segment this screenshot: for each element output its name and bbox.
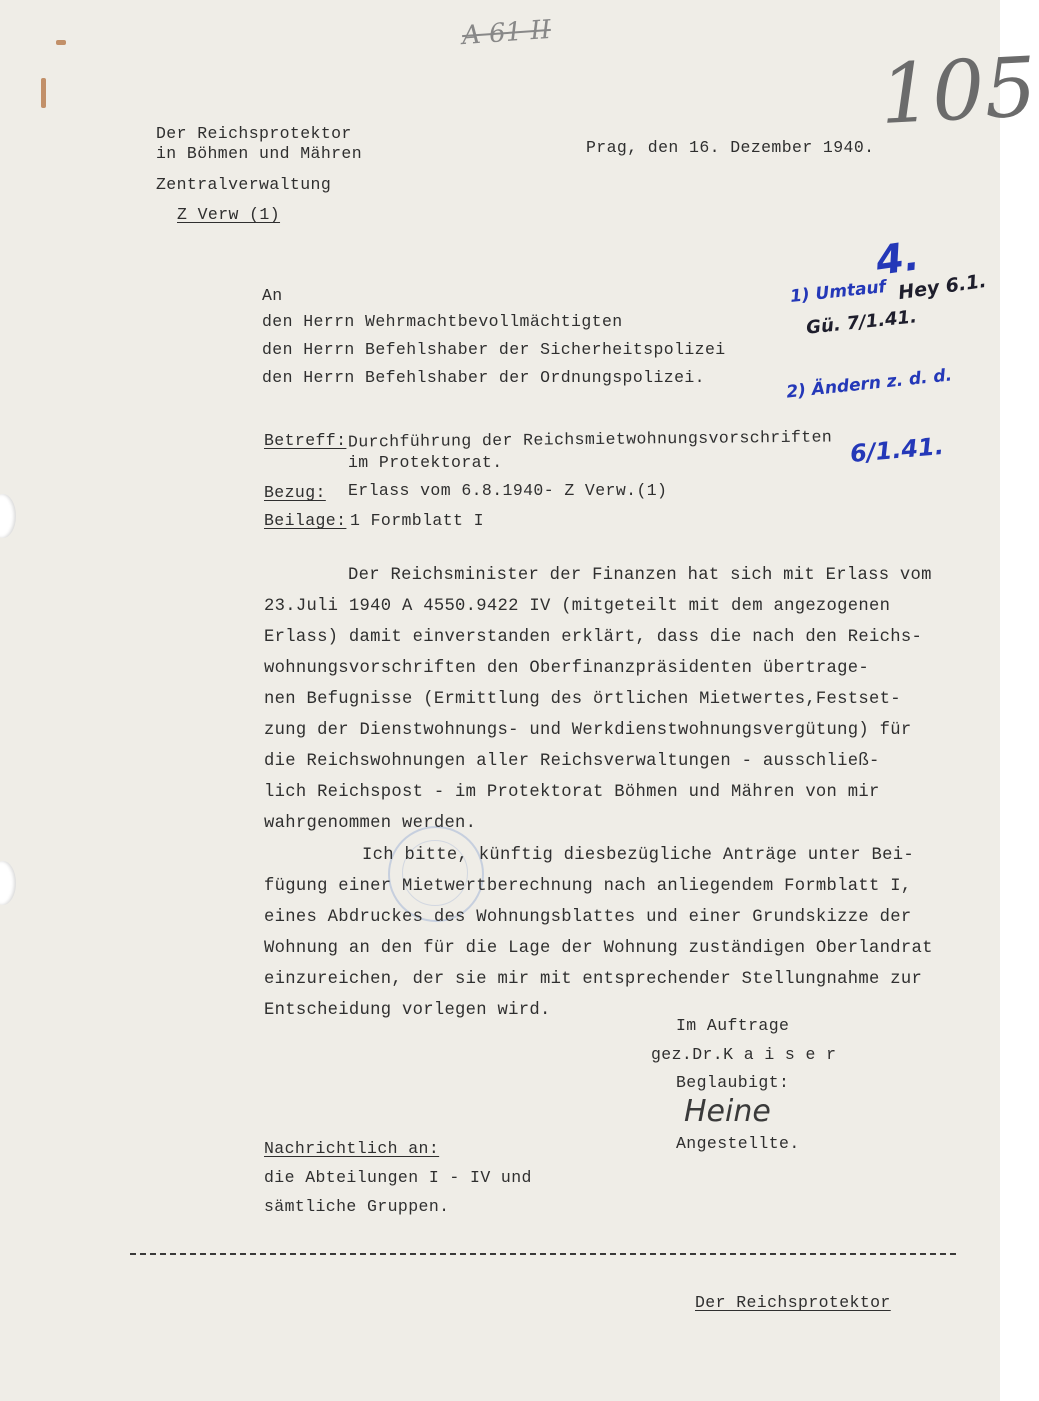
body-line: Der Reichsminister der Finanzen hat sich mit Erlass vom [348,566,932,585]
body-line: 23.Juli 1940 A 4550.9422 IV (mitgeteilt mit dem angezogenen [264,597,891,616]
body-line: wohnungsvorschriften den Oberfinanzpräsidenten übertrage- [264,659,870,678]
recipient-line: den Herrn Befehlshaber der Sicherheitspolizei [262,340,726,359]
body-line: einzureichen, der sie mir mit entsprechender Stellungnahme zur [264,970,923,989]
footer-title: Der Reichsprotektor [695,1293,891,1312]
body-line: Erlass) damit einverstanden erklärt, dass die nach den Reichs- [264,628,923,647]
body-line: Wohnung an den für die Lage der Wohnung zuständigen Oberlandrat [264,939,933,958]
signature-name: gez.Dr.K a i s e r [651,1045,837,1064]
body-line: wahrgenommen werden. [264,814,477,833]
letterhead-department: Zentralverwaltung [156,175,332,194]
archive-pencil-mark: A 61 II [461,14,552,52]
cc-label: Nachrichtlich an: [264,1139,440,1158]
body-line: lich Reichspost - im Protektorat Böhmen und Mähren von mir [264,783,880,802]
folio-number: 105 [877,39,1039,144]
body-line: Ich bitte, künftig diesbezügliche Anträge unter Bei- [362,846,914,865]
date-line: Prag, den 16. Dezember 1940. [586,138,875,157]
letterhead-line1: Der Reichsprotektor [156,124,352,143]
letterhead-reference: Z Verw (1) [177,205,281,224]
rust-stain-small [56,40,66,45]
body-line: Entscheidung vorlegen wird. [264,1001,551,1020]
recipient-line: den Herrn Befehlshaber der Ordnungspolizei. [262,368,705,387]
reference-label: Bezug: [264,483,326,502]
signature-certified: Beglaubigt: [676,1073,790,1092]
signature-on-behalf: Im Auftrage [676,1016,790,1035]
body-line: nen Befugnisse (Ermittlung des örtlichen Mietwertes,Festset- [264,690,901,709]
reference-text: Erlass vom 6.8.1940- Z Verw.(1) [348,481,668,500]
cc-line: sämtliche Gruppen. [264,1197,450,1216]
body-line: fügung einer Mietwertberechnung nach anliegendem Formblatt I, [264,877,912,896]
blue-ink-initial: 4. [873,233,923,285]
handwritten-signature: Heine [684,1094,771,1129]
recipient-line: den Herrn Wehrmachtbevollmächtigten [262,312,623,331]
separator-line [130,1253,956,1255]
letterhead-line2: in Böhmen und Mähren [156,144,363,163]
subject-line2: im Protektorat. [348,453,503,472]
body-line: zung der Dienstwohnungs- und Werkdienstwohnungsvergütung) für [264,721,912,740]
recipient-to: An [262,286,283,305]
punch-hole-bottom [0,861,16,905]
punch-hole-top [0,494,16,538]
cc-line: die Abteilungen I - IV und [264,1168,532,1187]
signature-role: Angestellte. [676,1134,800,1153]
enclosure-text: 1 Formblatt I [350,511,484,530]
dark-ink-note: Gü. 7/1.41. [805,306,918,339]
rust-stain [41,78,46,108]
dark-ink-note: Hey 6.1. [896,269,988,305]
body-line: eines Abdruckes des Wohnungsblattes und einer Grundskizze der [264,908,912,927]
blue-ink-note: 6/1.41. [848,431,945,469]
blue-ink-note: 1) Umtauf [789,277,887,307]
body-line: die Reichswohnungen aller Reichsverwaltungen - ausschließ- [264,752,880,771]
subject-line1: Durchführung der Reichsmietwohnungsvorschriften [347,427,833,452]
subject-label: Betreff: [264,431,347,450]
blue-ink-note: 2) Ändern z. d. d. [785,365,953,403]
enclosure-label: Beilage: [264,511,347,530]
